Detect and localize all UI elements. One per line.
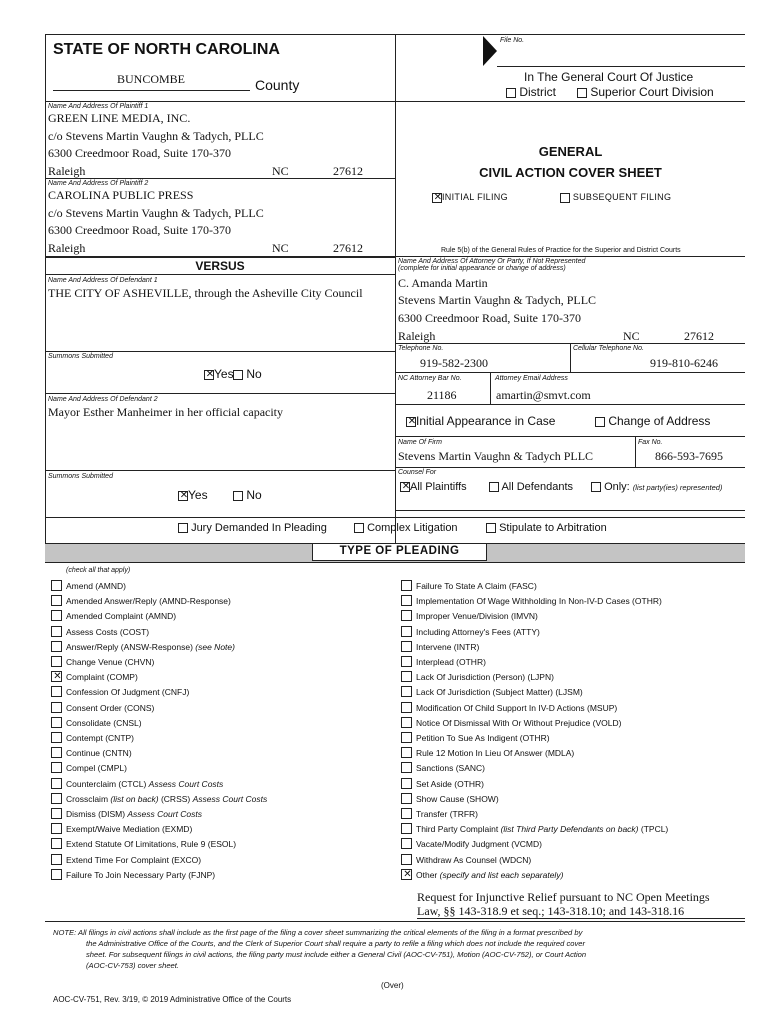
pleading-checkbox[interactable] <box>401 626 412 637</box>
pleading-option-left[interactable] <box>51 823 192 835</box>
summons2-no-checkbox[interactable] <box>233 491 243 501</box>
note-line2: the Administrative Office of the Courts, and the Clerk of Superior Court shall require a party to refile a filing which does not include the required cover <box>86 939 586 948</box>
summons1-yes[interactable]: ✕Yes <box>204 367 234 381</box>
pleading-option-label: Assess Costs (COST) <box>66 626 150 637</box>
pleading-option-label: Consent Order (CONS) <box>66 702 155 713</box>
pleading-option-label: Amended Answer/Reply (AMND-Response) <box>66 596 231 607</box>
fax-value: 866-593-7695 <box>655 449 723 463</box>
only-checkbox[interactable] <box>591 482 601 492</box>
pleading-checkbox[interactable] <box>401 778 412 789</box>
pleading-option-left[interactable] <box>51 808 202 820</box>
pleading-checkbox[interactable] <box>51 808 62 819</box>
pleading-option-label: Lack Of Jurisdiction (Person) (LJPN) <box>416 672 554 683</box>
plaintiff2-line2: c/o Stevens Martin Vaughn & Tadych, PLLC <box>48 206 264 220</box>
plaintiff1-zip: 27612 <box>333 164 363 178</box>
all-plaintiffs-checkbox[interactable] <box>400 482 410 492</box>
summons2-label: Summons Submitted <box>48 473 113 480</box>
arbitration-checkbox[interactable] <box>486 523 496 533</box>
pleading-option-left[interactable] <box>51 626 149 638</box>
change-address-checkbox[interactable] <box>595 417 605 427</box>
plaintiff2-line3: 6300 Creedmoor Road, Suite 170-370 <box>48 223 231 237</box>
pleading-option-right[interactable] <box>401 717 621 729</box>
pleading-option-label: Modification Of Child Support In IV-D Actions (MSUP) <box>416 702 618 713</box>
all-plaintiffs-option[interactable]: ✕All Plaintiffs <box>400 481 467 493</box>
pleading-option-right[interactable] <box>401 823 668 835</box>
pleading-checkbox[interactable] <box>51 626 62 637</box>
subsequent-filing-option[interactable]: SUBSEQUENT FILING <box>560 192 671 203</box>
superior-checkbox[interactable] <box>577 88 587 98</box>
phone-label: Telephone No. <box>398 345 444 352</box>
pleading-option-label: Amended Complaint (AMND) <box>66 611 177 622</box>
summons2-yes[interactable]: ✕Yes <box>178 488 208 502</box>
pleading-option-label: Sanctions (SANC) <box>416 763 485 774</box>
pleading-checkbox[interactable] <box>51 762 62 773</box>
pleading-checkbox[interactable] <box>401 808 412 819</box>
pleading-option-left[interactable] <box>51 732 134 744</box>
pleading-option-left[interactable] <box>51 869 215 881</box>
pleading-option-label: Counterclaim (CTCL) Assess Court Costs <box>66 778 224 789</box>
pleading-option-label: Transfer (TRFR) <box>416 809 479 819</box>
pleading-option-left[interactable] <box>51 702 154 714</box>
summons2-yes-checkbox[interactable] <box>178 491 188 501</box>
pleading-checkbox[interactable] <box>401 686 412 697</box>
pleading-option-right[interactable] <box>401 686 583 698</box>
pleading-option-right[interactable] <box>401 641 479 653</box>
plaintiff2-city: Raleigh <box>48 241 86 255</box>
pleading-option-left[interactable] <box>51 717 142 729</box>
pleading-checkbox[interactable] <box>51 747 62 758</box>
summons1-label: Summons Submitted <box>48 353 113 360</box>
pleading-checkbox[interactable] <box>401 747 412 758</box>
defendant1-name: THE CITY OF ASHEVILLE, through the Asheville City Council <box>48 286 363 300</box>
pleading-option-left[interactable] <box>51 671 138 683</box>
pleading-checkbox[interactable] <box>51 595 62 606</box>
pleading-checkbox[interactable] <box>401 869 412 880</box>
pleading-checkbox[interactable] <box>51 610 62 621</box>
attorney-name: C. Amanda Martin <box>398 276 488 290</box>
pleading-option-right[interactable] <box>401 747 574 759</box>
complex-checkbox[interactable] <box>354 523 364 533</box>
form-number: AOC-CV-751, Rev. 3/19, © 2019 Administrative Office of the Courts <box>53 995 292 1004</box>
pleading-checkbox[interactable] <box>401 641 412 652</box>
defendant1-label: Name And Address Of Defendant 1 <box>48 277 158 284</box>
pleading-option-label: Interplead (OTHR) <box>416 657 486 667</box>
pleading-checkbox[interactable] <box>51 838 62 849</box>
email-label: Attorney Email Address <box>495 375 568 382</box>
pleading-checkbox[interactable] <box>51 823 62 834</box>
rule-note: Rule 5(b) of the General Rules of Practice for the Superior and District Courts <box>441 247 681 254</box>
pleading-checkbox[interactable] <box>401 823 412 834</box>
plaintiff2-name: CAROLINA PUBLIC PRESS <box>48 188 194 202</box>
attorney-zip: 27612 <box>684 329 714 343</box>
pleading-checkbox[interactable] <box>51 702 62 713</box>
pleading-checkbox[interactable] <box>401 671 412 682</box>
pleading-option-right[interactable] <box>401 580 537 592</box>
pleading-checkbox[interactable] <box>51 580 62 591</box>
pleading-checkbox[interactable] <box>401 838 412 849</box>
pleading-checkbox[interactable] <box>401 702 412 713</box>
pleading-option-right[interactable] <box>401 595 662 607</box>
pleading-option-label: Rule 12 Motion In Lieu Of Answer (MDLA) <box>416 748 575 759</box>
pleading-option-left[interactable] <box>51 747 132 759</box>
pleading-option-right[interactable] <box>401 869 563 881</box>
pleading-option-label: Failure To Join Necessary Party (FJNP) <box>66 869 216 880</box>
fax-label: Fax No. <box>638 439 663 446</box>
court-title: In The General Court Of Justice <box>524 70 694 84</box>
pleading-option-left[interactable] <box>51 854 201 866</box>
note-line3: sheet. For subsequent filings in civil actions, the filing party must include either a General Civil (AOC-CV-751), Motion (AOC-CV-752), or Court Action <box>86 950 587 959</box>
pleading-option-label: Change Venue (CHVN) <box>66 657 155 667</box>
pleading-option-right[interactable] <box>401 732 550 744</box>
pleading-option-label: Contempt (CNTP) <box>66 733 135 743</box>
state-title: STATE OF NORTH CAROLINA <box>53 41 280 58</box>
pleading-checkbox[interactable] <box>401 595 412 606</box>
pleading-option-label: Exempt/Waive Mediation (EXMD) <box>66 824 193 835</box>
pleading-option-right[interactable] <box>401 838 542 850</box>
pleading-option-left[interactable] <box>51 595 231 607</box>
pleading-option-left[interactable] <box>51 580 126 592</box>
pleading-option-label: Crossclaim (list on back) (CRSS) Assess Court Costs <box>66 793 268 804</box>
all-defendants-option[interactable]: All Defendants <box>489 481 573 493</box>
pleading-option-label: Complaint (COMP) <box>66 672 138 683</box>
other-text-line1: Request for Injunctive Relief pursuant to NC Open Meetings <box>417 890 710 904</box>
note-line4: (AOC-CV-753) cover sheet. <box>86 961 179 970</box>
pleading-checkbox[interactable] <box>51 717 62 728</box>
pleading-checkbox[interactable] <box>51 641 62 652</box>
pleading-option-label: Including Attorney's Fees (ATTY) <box>416 626 540 637</box>
email-value: amartin@smvt.com <box>496 388 591 402</box>
pleading-checkbox[interactable] <box>51 656 62 667</box>
pleading-checkbox[interactable] <box>51 686 62 697</box>
firm-label: Name Of Firm <box>398 439 442 446</box>
plaintiff1-name: GREEN LINE MEDIA, INC. <box>48 111 191 125</box>
pleading-option-right[interactable] <box>401 778 484 790</box>
plaintiff1-line3: 6300 Creedmoor Road, Suite 170-370 <box>48 146 231 160</box>
plaintiff2-label: Name And Address Of Plaintiff 2 <box>48 180 149 187</box>
change-address-option[interactable]: Change of Address <box>595 414 710 428</box>
pleading-checkbox[interactable] <box>401 610 412 621</box>
pleading-option-left[interactable] <box>51 778 223 790</box>
only-option[interactable]: Only: (list party(ies) represented) <box>591 481 722 493</box>
firm-value: Stevens Martin Vaughn & Tadych PLLC <box>398 449 594 463</box>
counsel-label: Counsel For <box>398 469 437 476</box>
pleading-option-label: Confession Of Judgment (CNFJ) <box>66 687 190 698</box>
file-no-label: File No. <box>500 37 525 44</box>
pleading-checkbox[interactable] <box>401 580 412 591</box>
bar-value: 21186 <box>427 388 457 402</box>
pleading-checkbox[interactable] <box>401 656 412 667</box>
cell-value: 919-810-6246 <box>650 356 718 370</box>
jury-checkbox[interactable] <box>178 523 188 533</box>
pleading-option-label: Implementation Of Wage Withholding In Non-IV-D Cases (OTHR) <box>416 596 662 607</box>
pleading-option-label: Extend Time For Complaint (EXCO) <box>66 854 202 865</box>
superior-option[interactable]: Superior Court Division <box>577 85 714 99</box>
attorney-firm-line: Stevens Martin Vaughn & Tadych, PLLC <box>398 293 597 307</box>
phone-value: 919-582-2300 <box>420 356 488 370</box>
pleading-option-label: Third Party Complaint (list Third Party Defendants on back) (TPCL) <box>416 824 669 835</box>
county-label: County <box>255 77 300 93</box>
jury-option[interactable]: Jury Demanded In Pleading <box>178 522 327 534</box>
initial-appearance-option[interactable]: ✕Initial Appearance in Case <box>406 414 555 428</box>
pleading-option-right[interactable] <box>401 656 486 668</box>
over-label: (Over) <box>381 981 404 990</box>
initial-filing-checkbox[interactable] <box>432 193 442 203</box>
pleading-option-left[interactable] <box>51 610 176 622</box>
pleading-option-right[interactable] <box>401 808 478 820</box>
pleading-option-right[interactable] <box>401 762 485 774</box>
note-line1: NOTE: All filings in civil actions shall include as the first page of the filing a cover sheet summarizing the critical elements of the filing in a format prescribed by <box>53 928 583 937</box>
pleading-option-label: Lack Of Jurisdiction (Subject Matter) (LJSM) <box>416 687 583 698</box>
summons1-yes-checkbox[interactable] <box>204 370 214 380</box>
pleading-option-left[interactable] <box>51 793 267 805</box>
check-note: (check all that apply) <box>66 567 131 574</box>
summons1-no[interactable]: No <box>233 367 262 381</box>
pleading-option-right[interactable] <box>401 671 554 683</box>
summons2-no[interactable]: No <box>233 488 262 502</box>
pleading-option-label: Answer/Reply (ANSW-Response) (see Note) <box>66 641 235 652</box>
pleading-option-right[interactable] <box>401 626 540 638</box>
form-title-line1: GENERAL <box>538 144 603 159</box>
plaintiff1-line2: c/o Stevens Martin Vaughn & Tadych, PLLC <box>48 129 264 143</box>
pleading-option-left[interactable] <box>51 838 236 850</box>
pleading-option-label: Petition To Sue As Indigent (OTHR) <box>416 733 550 743</box>
pleading-checkbox[interactable] <box>401 717 412 728</box>
attorney-address: 6300 Creedmoor Road, Suite 170-370 <box>398 311 581 325</box>
pleading-option-label: Set Aside (OTHR) <box>416 778 485 789</box>
other-text-line2: Law, §§ 143-318.9 et seq.; 143-318.10; and 143-318.16 <box>417 904 685 918</box>
pleading-option-left[interactable] <box>51 656 154 668</box>
pleading-option-label: Amend (AMND) <box>66 581 126 591</box>
pleading-checkbox[interactable] <box>51 793 62 804</box>
pleading-checkbox[interactable] <box>401 732 412 743</box>
cell-label: Cellular Telephone No. <box>573 345 644 352</box>
pleading-checkbox[interactable] <box>51 869 62 880</box>
pleading-checkbox[interactable] <box>401 793 412 804</box>
subsequent-filing-checkbox[interactable] <box>560 193 570 203</box>
initial-filing-option[interactable]: ✕INITIAL FILING <box>432 192 508 203</box>
attorney-city: Raleigh <box>398 329 436 343</box>
pleading-option-label: Notice Of Dismissal With Or Without Prejudice (VOLD) <box>416 717 622 728</box>
attorney-state: NC <box>623 329 640 343</box>
plaintiff2-zip: 27612 <box>333 241 363 255</box>
pleading-option-label: Extend Statute Of Limitations, Rule 9 (ESOL) <box>66 839 237 850</box>
pleading-checkbox[interactable] <box>51 854 62 865</box>
defendant2-name: Mayor Esther Manheimer in her official capacity <box>48 405 284 419</box>
all-defendants-checkbox[interactable] <box>489 482 499 492</box>
pleading-option-right[interactable] <box>401 610 538 622</box>
form-title-line2: CIVIL ACTION COVER SHEET <box>479 165 662 180</box>
bar-label: NC Attorney Bar No. <box>398 375 462 382</box>
pleading-option-left[interactable] <box>51 686 189 698</box>
county-name: BUNCOMBE <box>117 72 186 86</box>
pleading-option-label: Dismiss (DISM) Assess Court Costs <box>66 809 203 819</box>
pleading-option-left[interactable] <box>51 641 235 653</box>
defendant2-label: Name And Address Of Defendant 2 <box>48 396 158 403</box>
pleading-checkbox[interactable] <box>51 732 62 743</box>
complex-option[interactable]: Complex Litigation <box>354 522 458 534</box>
pleading-option-right[interactable] <box>401 702 617 714</box>
pleading-option-label: Vacate/Modify Judgment (VCMD) <box>416 839 542 850</box>
pleading-option-label: Other (specify and list each separately) <box>416 869 564 880</box>
district-option[interactable]: District <box>506 85 556 99</box>
pleading-option-label: Compel (CMPL) <box>66 763 127 774</box>
attorney-label-note: (complete for initial appearance or change of address) <box>398 265 566 272</box>
pleading-option-label: Withdraw As Counsel (WDCN) <box>416 854 532 865</box>
initial-appearance-checkbox[interactable] <box>406 417 416 427</box>
plaintiff1-city: Raleigh <box>48 164 86 178</box>
pleading-checkbox[interactable] <box>51 671 62 682</box>
summons1-no-checkbox[interactable] <box>233 370 243 380</box>
pleading-option-label: Intervene (INTR) <box>416 641 480 652</box>
pleading-checkbox[interactable] <box>401 762 412 773</box>
pleading-option-label: Continue (CNTN) <box>66 748 132 759</box>
plaintiff2-state: NC <box>272 241 289 255</box>
district-checkbox[interactable] <box>506 88 516 98</box>
pleading-option-label: Show Cause (SHOW) <box>416 793 499 804</box>
pleading-checkbox[interactable] <box>51 778 62 789</box>
pleading-option-label: Consolidate (CNSL) <box>66 717 142 728</box>
attorney-label: Name And Address Of Attorney Or Party, If Not Represented <box>398 258 586 265</box>
pleading-option-right[interactable] <box>401 793 499 805</box>
pleading-option-label: Improper Venue/Division (IMVN) <box>416 611 538 622</box>
arbitration-option[interactable]: Stipulate to Arbitration <box>486 522 607 534</box>
pleading-checkbox[interactable] <box>401 854 412 865</box>
pleading-option-label: Failure To State A Claim (FASC) <box>416 581 537 591</box>
pleading-option-right[interactable] <box>401 854 531 866</box>
pleading-title: TYPE OF PLEADING <box>339 545 460 557</box>
plaintiff1-state: NC <box>272 164 289 178</box>
versus-heading: VERSUS <box>195 259 245 273</box>
pleading-option-left[interactable] <box>51 762 127 774</box>
plaintiff1-label: Name And Address Of Plaintiff 1 <box>48 103 149 110</box>
file-arrow-icon <box>483 36 497 66</box>
